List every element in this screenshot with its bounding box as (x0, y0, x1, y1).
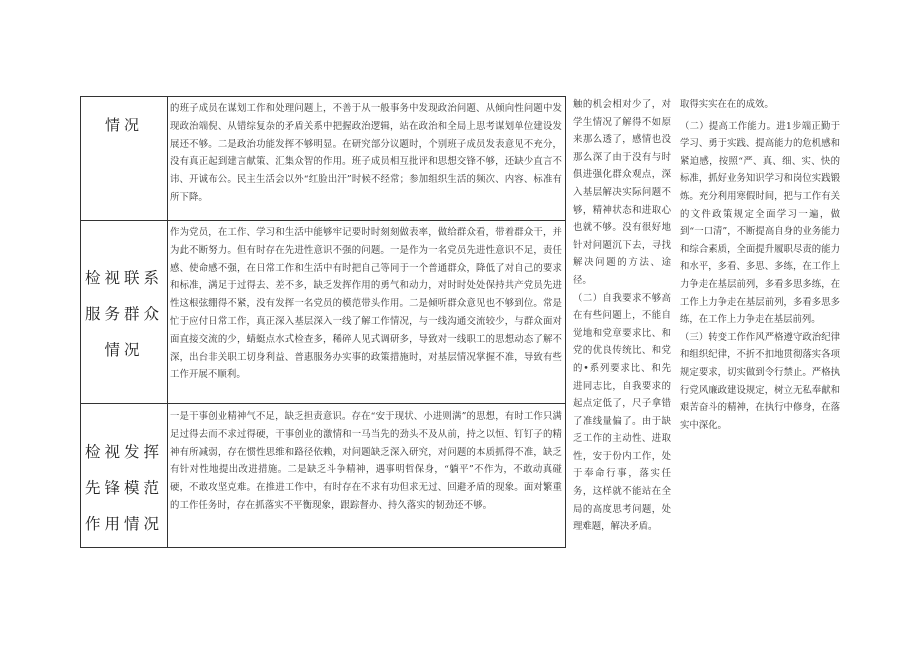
table-row-divider (81, 220, 565, 221)
paragraph: （二）自我要求不够高在有些问题上，不能自觉地和党章要求比、和党的优良传统比、和党的•系列要求比、和先进同志比，自我要求的起点定低了，尺子拿错了准线量偏了。由于缺乏工作的主动性、进取性，安于份内工作，处于奉命行事，落实任务，这样就不能站在全局的高度思考问题，处理难题，解决矛盾。 (573, 292, 671, 533)
paragraph: （二）提高工作能力。进1步端正勤于学习、勇于实践、提高能力的危机感和紧迫感，按照“严、真、细、实、快的标准，抓好业务知识学习和岗位实践锻炼。充分利用寒假时间，把与工作有关的文件政策规定全面学习一遍，做到“一口清”，不断提高自身的业务能力和综合素质，全面提升履职尽责的能力和水平，多看、多思、多练，在工作上力争走在基层前列，多看多思多练，在工作上力争走在基层前列，多看多思多练，在工作上力争走在基层前列。 (680, 120, 840, 326)
row-text-situation: 的班子成员在谋划工作和处理问题上，不善于从一般事务中发现政治问题、从倾向性问题中发现政治端倪、从错综复杂的矛盾关系中把握政治逻辑，站在政治和全局上思考谋划单位建设发展还不够。二是政治功能发挥不够明显。在研究部分议题时，个别班子成员发表意见不充分，没有真正起到建言献策、汇集众智的作用。班子成员相互批评和思想交锋不够，还缺少直言不讳、开诚布公。民主生活会以外“红脸出汗”时候不经常；参加组织生活的频次、内容、标准有所下降。 (170, 103, 562, 203)
row-text-serve-masses: 作为党员，在工作、学习和生活中能够牢记要时时刻刻做表率，做给群众看，带着群众干，并为此不断努力。但有时存在先进性意识不强的问题。一是作为一名党员先进性意识不足，责任感、使命感不强，在日常工作和生活中有时把自己等同于一个普通群众，降低了对自己的要求和标准，满足于过得去、差不多，缺乏发挥作用的勇气和动力，对时时处处保持共产党员先进性这根弦绷得不紧，没有发挥一名党员的模范带头作用。二是倾听群众意见也不够到位。常是忙于应付日常工作，真正深入基层深入一线了解工作情况，与一线沟通交流较少，与群众面对面直接交流的少，蜻蜓点水式检查多，稀碎人见式调研多，导致对一线职工的思想动态了解不深，出台非关职工切身利益、普惠服务办实事的政策措施时，对基层情况掌握不准，导致有些工作开展不顺利。 (170, 227, 562, 381)
paragraph: 触的机会相对少了，对学生情况了解得不如原来那么透了，感情也没那么深了由于没有与时俱进强化群众观点，深入基层解决实际问题不够，精神状态和进取心也就不够。没有很好地针对问题沉下去，寻找解决问题的方法、途径。 (573, 99, 671, 286)
review-table (80, 96, 566, 548)
text-column-right (680, 96, 840, 434)
row-label-serve-masses: 检视联系服务群众情况 (85, 269, 164, 359)
paragraph: 取得实实在在的成效。 (680, 99, 774, 110)
table-row-divider (81, 403, 565, 404)
table-column-divider (167, 97, 168, 547)
row-label-situation: 情况 (104, 116, 143, 134)
row-text-vanguard-role: 一是干事创业精神气不足，缺乏担责意识。存在“安于现状、小进则满”的思想，有时工作只满足过得去而不求过得硬，干事创业的激情和一马当先的劲头不及从前，持之以恒、钉钉子的精神有所减弱，存在惯性思维和路径依赖，对问题缺乏深入研究，对问题的本质抓得不准，缺乏有针对性地提出改进措施。二是缺乏斗争精神，遇事明哲保身，“躺平”不作为，不敢动真碰硬，不敢攻坚克难。在推进工作中，有时存在不求有功但求无过、回避矛盾的现象。面对繁重的工作任务时，存在抓落实不平衡现象，跟踪督办、持久落实的韧劲还不够。 (170, 411, 562, 511)
row-label-vanguard-role: 检视发挥先锋模范作用情况 (85, 443, 164, 533)
paragraph: （三）转变工作作风严格遵守政治纪律和组织纪律，不折不扣地贯彻落实各项规定要求，切实做到令行禁止。严格执行党风廉政建设规定，树立无私奉献和艰苦奋斗的精神，在执行中修身，在落实中深化。 (680, 331, 840, 431)
text-column-middle (573, 96, 671, 536)
